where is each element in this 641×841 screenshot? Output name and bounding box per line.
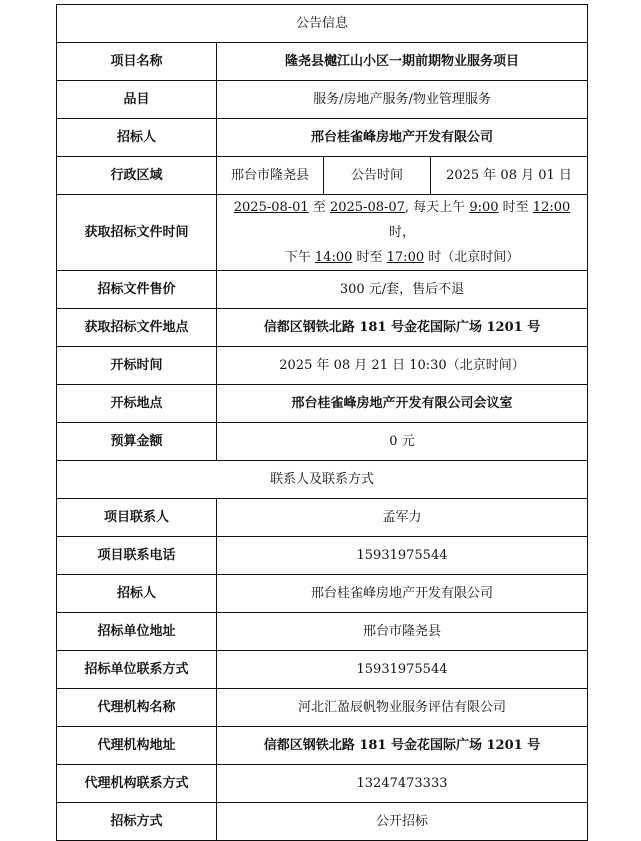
- contact-person-label: 项目联系人: [57, 499, 217, 537]
- contact-person-value: 孟军力: [217, 499, 588, 537]
- open-place-value: 邢台桂雀峰房地产开发有限公司会议室: [217, 385, 588, 423]
- agency-contact-value: 13247473333: [217, 765, 588, 803]
- contact-tenderer-label: 招标人: [57, 575, 217, 613]
- announcement-header-row: [57, 5, 588, 43]
- doc-price-value: 300 元/套，售后不退: [217, 271, 588, 309]
- agency-address-label: 代理机构地址: [57, 727, 217, 765]
- project-name-value: 隆尧县樾江山小区一期前期物业服务项目: [217, 43, 588, 81]
- agency-name-label: 代理机构名称: [57, 689, 217, 727]
- doc-time-label: 获取招标文件时间: [57, 195, 217, 271]
- budget-row: [57, 423, 588, 461]
- doc-time-after-am: 时，: [389, 225, 416, 240]
- contact-phone-label: 项目联系电话: [57, 537, 217, 575]
- contact-row: [57, 575, 588, 613]
- doc-am-end: 12:00: [532, 200, 571, 215]
- contact-row: [57, 537, 588, 575]
- doc-end-date: 2025-08-07: [329, 200, 405, 215]
- open-time-value: 2025 年 08 月 21 日 10:30（北京时间）: [217, 347, 588, 385]
- contact-row: [57, 613, 588, 651]
- contact-row: [57, 727, 588, 765]
- doc-time-to2: 时至: [498, 200, 533, 215]
- budget-label: 预算金额: [57, 423, 217, 461]
- region-label: 行政区域: [57, 157, 217, 195]
- category-row: [57, 81, 588, 119]
- tenderer-row: [57, 119, 588, 157]
- tenderer-address-label: 招标单位地址: [57, 613, 217, 651]
- tenderer-label: 招标人: [57, 119, 217, 157]
- doc-time-to1: 至: [308, 200, 330, 215]
- doc-time-daily-am: , 每天上午: [404, 200, 470, 215]
- contact-tenderer-value: 邢台桂雀峰房地产开发有限公司: [217, 575, 588, 613]
- contacts-section-title: 联系人及联系方式: [57, 461, 588, 499]
- announce-time-label: 公告时间: [324, 157, 431, 195]
- contact-row: [57, 499, 588, 537]
- region-value: 邢台市隆尧县: [217, 157, 324, 195]
- project-name-row: [57, 43, 588, 81]
- doc-price-label: 招标文件售价: [57, 271, 217, 309]
- project-name-label: 项目名称: [57, 43, 217, 81]
- contact-row: [57, 689, 588, 727]
- budget-value: 0 元: [217, 423, 588, 461]
- doc-place-label: 获取招标文件地点: [57, 309, 217, 347]
- doc-time-pm-prefix: 下午: [284, 250, 315, 265]
- agency-name-value: 河北汇盈辰帆物业服务评估有限公司: [217, 689, 588, 727]
- tenderer-contact-label: 招标单位联系方式: [57, 651, 217, 689]
- doc-place-row: [57, 309, 588, 347]
- region-row: [57, 157, 588, 195]
- announcement-title: 公告信息: [57, 5, 588, 43]
- doc-am-start: 9:00: [469, 200, 499, 215]
- doc-start-date: 2025-08-01: [233, 200, 309, 215]
- open-place-label: 开标地点: [57, 385, 217, 423]
- open-place-row: [57, 385, 588, 423]
- doc-time-suffix: 时（北京时间）: [424, 250, 520, 265]
- doc-time-to3: 时至: [352, 250, 387, 265]
- doc-time-row: [57, 195, 588, 271]
- doc-price-row: [57, 271, 588, 309]
- category-value: 服务/房地产服务/物业管理服务: [217, 81, 588, 119]
- announce-time-value: 2025 年 08 月 01 日: [431, 157, 588, 195]
- tender-notice-table: [56, 4, 588, 841]
- open-time-row: [57, 347, 588, 385]
- open-time-label: 开标时间: [57, 347, 217, 385]
- category-label: 品目: [57, 81, 217, 119]
- contact-row: [57, 651, 588, 689]
- tenderer-value: 邢台桂雀峰房地产开发有限公司: [217, 119, 588, 157]
- doc-time-value: [217, 195, 588, 271]
- contact-row: [57, 803, 588, 841]
- tenderer-contact-value: 15931975544: [217, 651, 588, 689]
- doc-pm-end: 17:00: [386, 250, 425, 265]
- doc-place-value: 信都区钢铁北路 181 号金花国际广场 1201 号: [217, 309, 588, 347]
- agency-contact-label: 代理机构联系方式: [57, 765, 217, 803]
- agency-address-value: 信都区钢铁北路 181 号金花国际广场 1201 号: [217, 727, 588, 765]
- doc-pm-start: 14:00: [314, 250, 353, 265]
- contact-row: [57, 765, 588, 803]
- tender-method-label: 招标方式: [57, 803, 217, 841]
- tender-method-value: 公开招标: [217, 803, 588, 841]
- tenderer-address-value: 邢台市隆尧县: [217, 613, 588, 651]
- contacts-header-row: [57, 461, 588, 499]
- contact-phone-value: 15931975544: [217, 537, 588, 575]
